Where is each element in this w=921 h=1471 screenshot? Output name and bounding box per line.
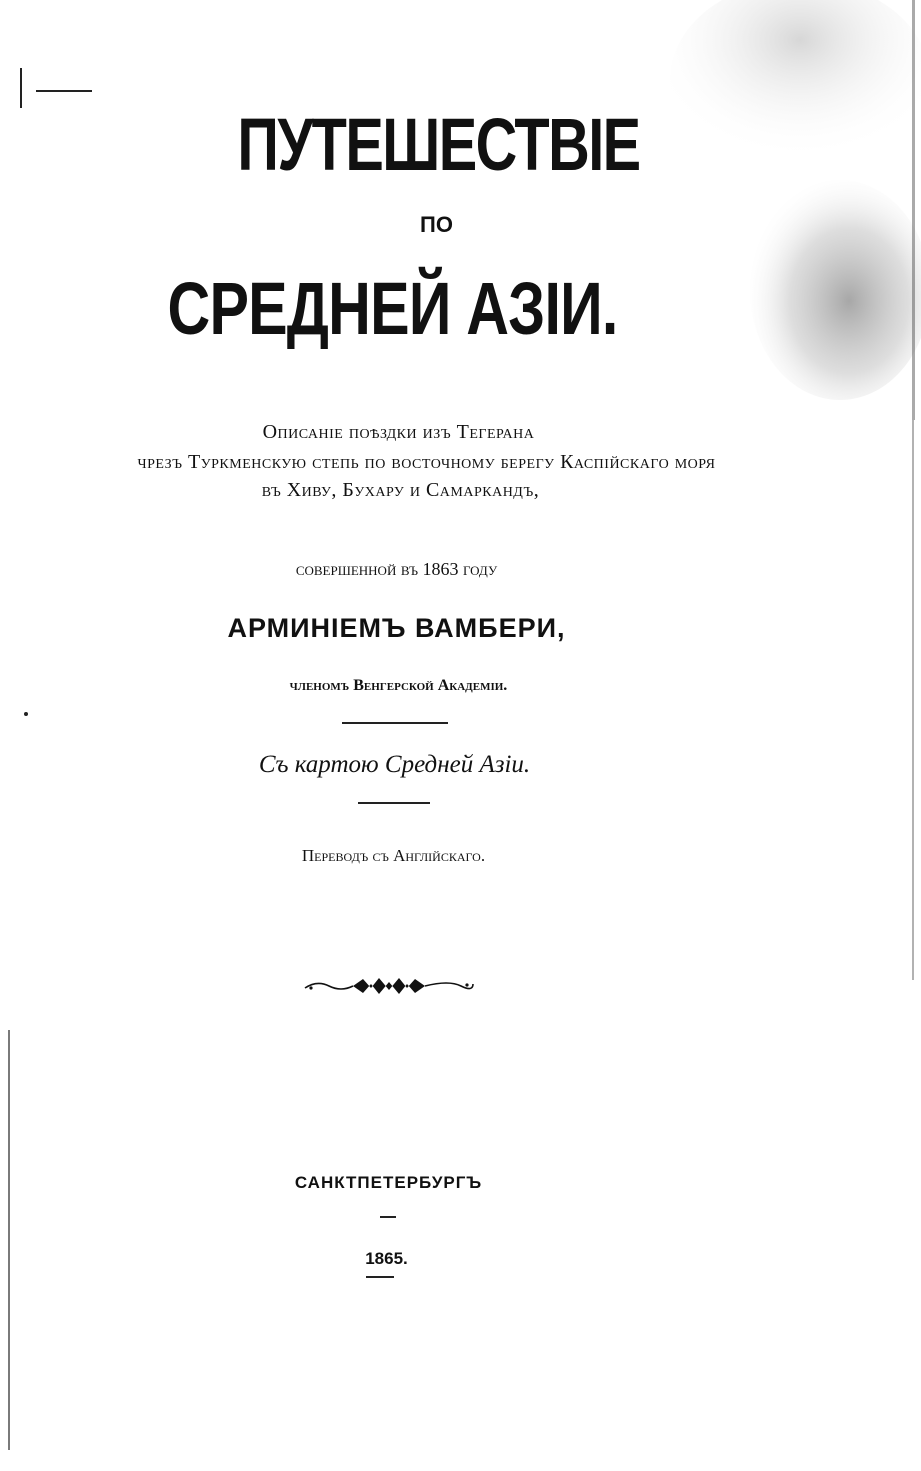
scan-edge-mark [912, 420, 914, 980]
map-note: Съ картою Средней Азіи. [258, 751, 531, 778]
imprint-year: 1865. [365, 1249, 408, 1268]
author-name: АРМИНІЕМЪ ВАМБЕРИ, [227, 613, 566, 643]
title-main: ПУТЕШЕСТВІЕ [237, 103, 640, 186]
divider-rule [366, 1276, 394, 1278]
divider-rule [358, 802, 430, 804]
imprint-city: САНКТПЕТЕРБУРГЪ [294, 1173, 483, 1192]
scan-edge-mark [20, 68, 22, 108]
translation-note: Переводъ съ Англійскаго. [301, 846, 486, 865]
scan-edge-mark [24, 712, 28, 716]
description-line-2: чрезъ Туркменскую степь по восточному берегу Каспійскаго моря [137, 451, 716, 473]
scan-edge-mark [36, 90, 92, 92]
title-preposition: ПО [420, 212, 453, 237]
title-subtitle: СРЕДНЕЙ АЗІИ. [167, 267, 618, 350]
divider-rule [342, 722, 448, 724]
description-line-1: Описаніе поѣздки изъ Тегерана [262, 421, 535, 443]
author-title: членомъ Венгерской Академіи. [289, 677, 508, 694]
ornament-flourish [303, 974, 475, 998]
divider-rule [380, 1216, 396, 1218]
description-line-3: въ Хиву, Бухару и Самаркандъ, [261, 479, 540, 501]
completed-year: совершенной въ 1863 году [295, 559, 498, 579]
scan-edge-mark [8, 1030, 10, 1450]
paper-stain [650, 0, 921, 420]
